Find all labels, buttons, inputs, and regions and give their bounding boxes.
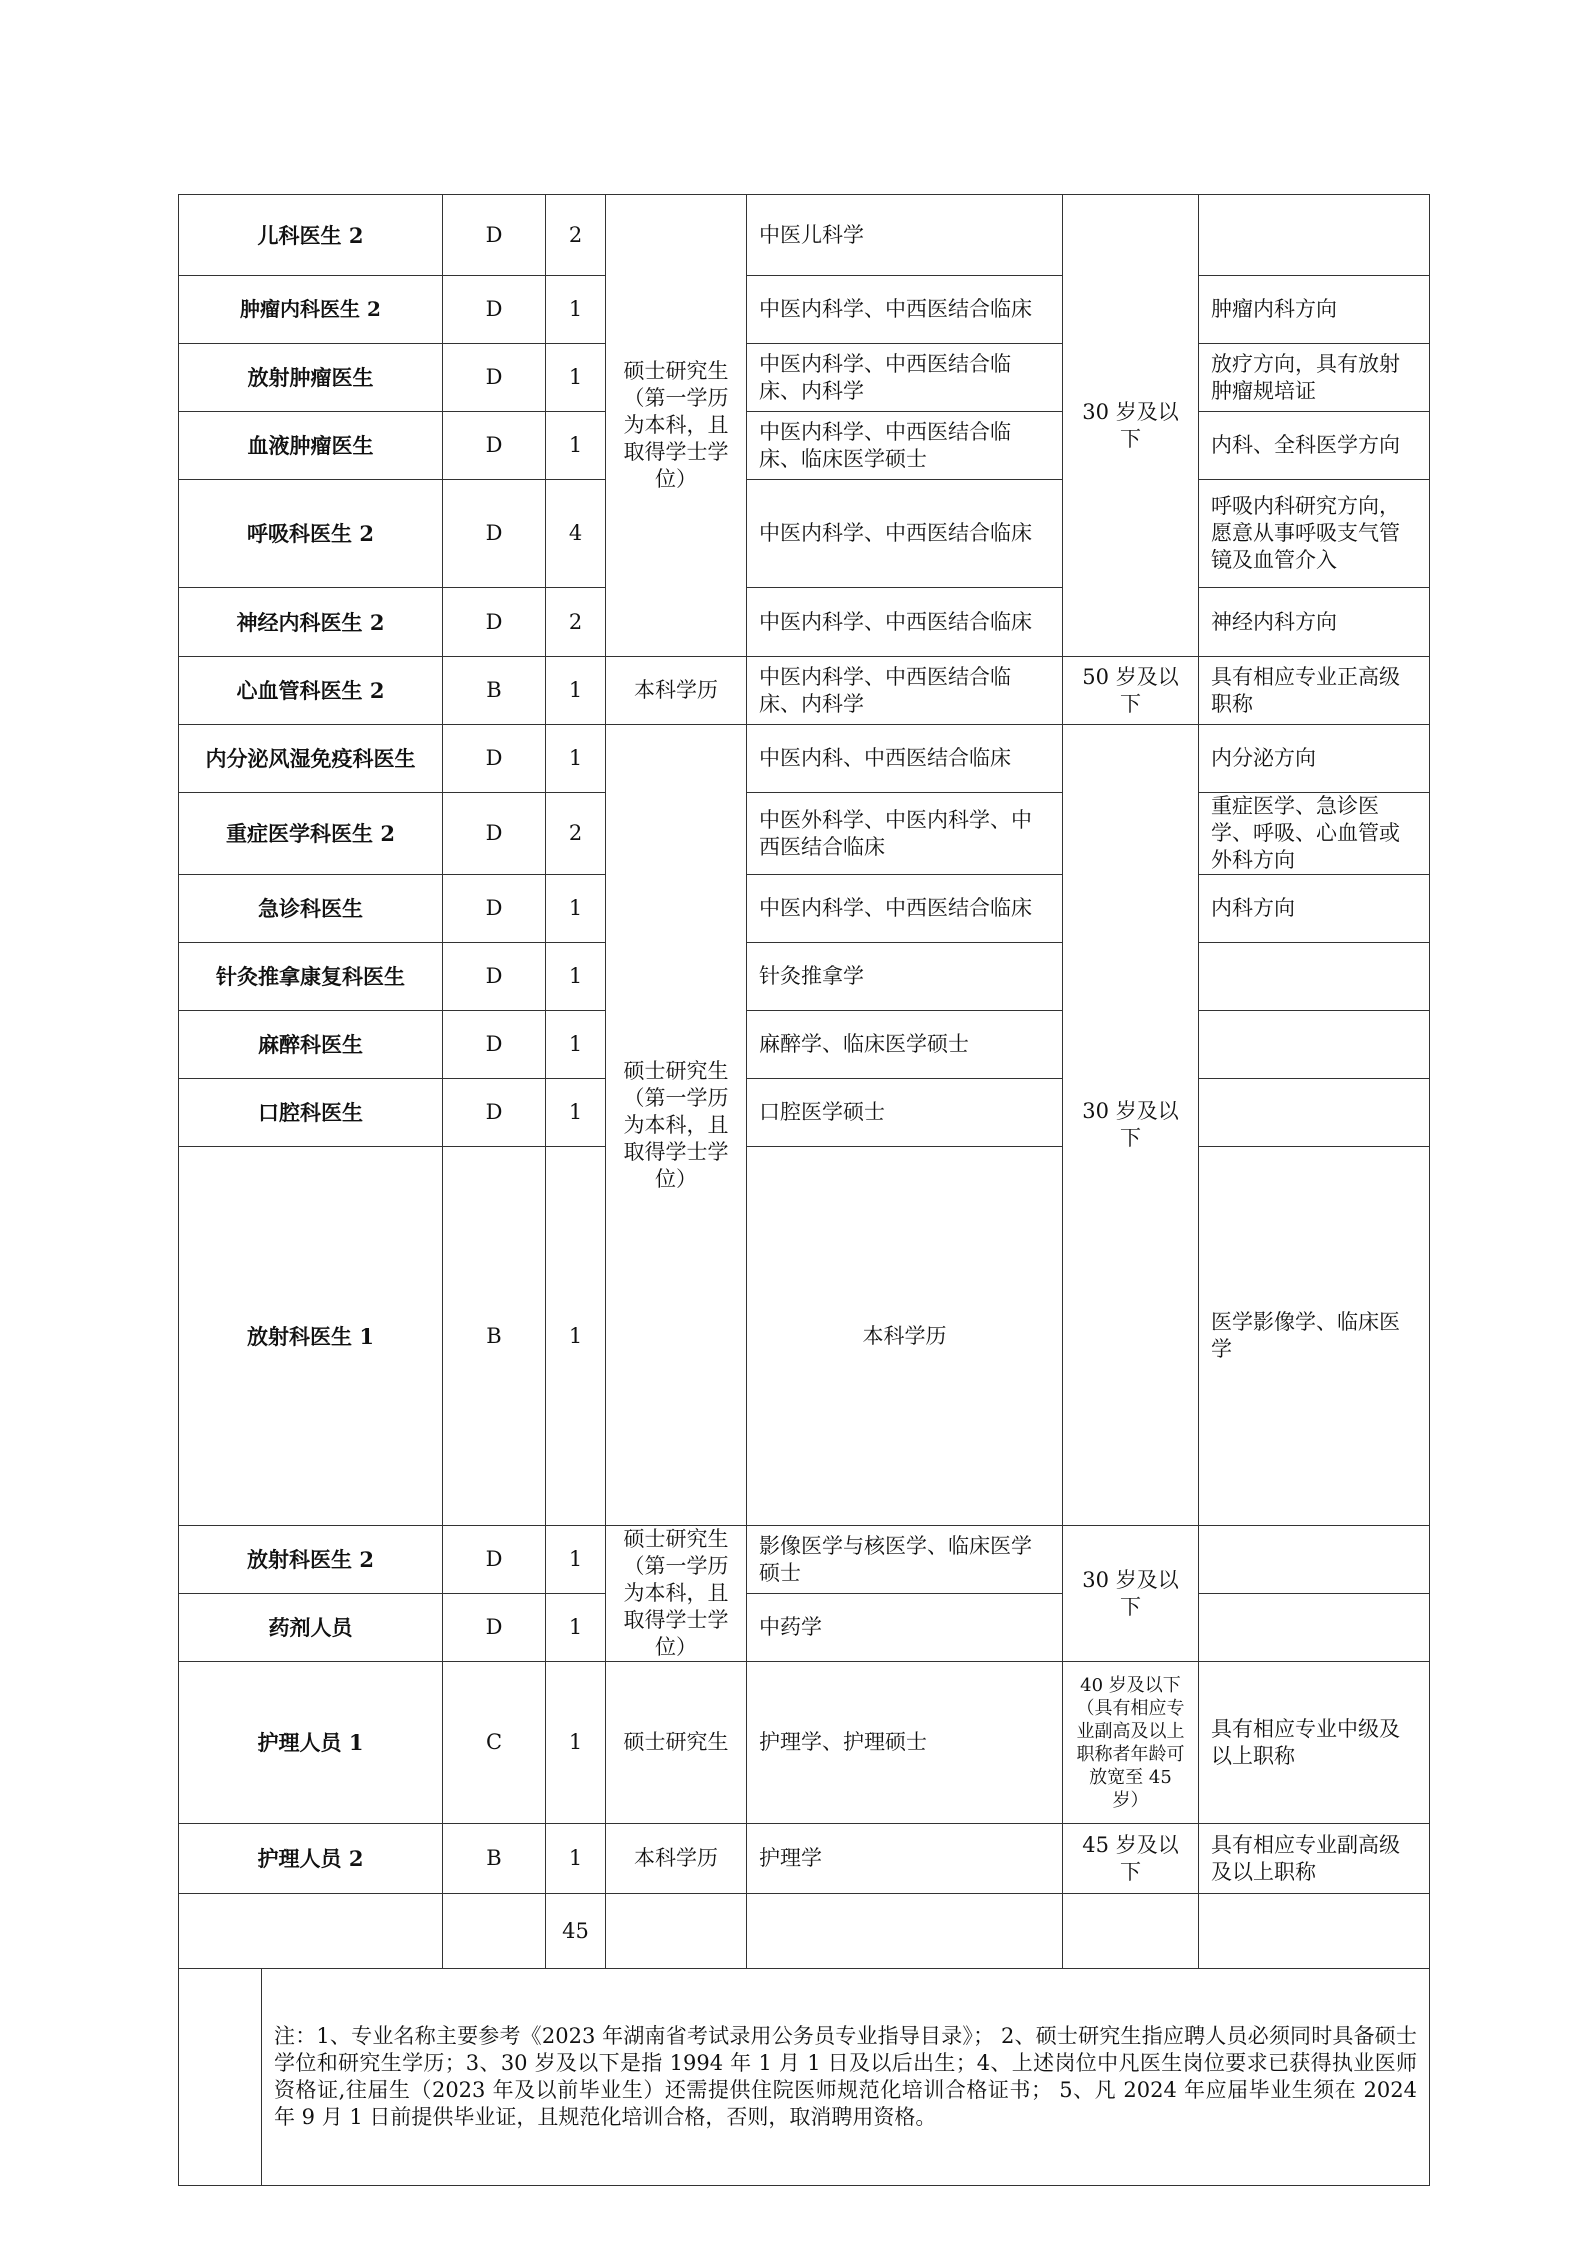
post-name: 呼吸科医生 2 bbox=[179, 480, 443, 588]
table-row bbox=[179, 1079, 1430, 1147]
table-row bbox=[179, 875, 1430, 943]
post-category: D bbox=[443, 725, 546, 793]
major-requirement: 中医内科学、中西医结合临床 bbox=[747, 480, 1063, 588]
major-requirement: 中医儿科学 bbox=[747, 195, 1063, 276]
table-row bbox=[179, 793, 1430, 875]
total-other-cell bbox=[1199, 1894, 1430, 1969]
table-row bbox=[179, 1594, 1430, 1662]
headcount: 1 bbox=[546, 412, 606, 480]
major-requirement: 中医内科学、中西医结合临床、临床医学硕士 bbox=[747, 412, 1063, 480]
other-requirement bbox=[1199, 1526, 1430, 1594]
age-requirement: 45 岁及以下 bbox=[1063, 1824, 1199, 1894]
table-row bbox=[179, 412, 1430, 480]
other-requirement: 神经内科方向 bbox=[1199, 588, 1430, 657]
headcount: 1 bbox=[546, 1011, 606, 1079]
post-category: D bbox=[443, 875, 546, 943]
major-requirement: 护理学 bbox=[747, 1824, 1063, 1894]
post-category: D bbox=[443, 1079, 546, 1147]
post-category: B bbox=[443, 1824, 546, 1894]
education-requirement: 硕士研究生（第一学历为本科，且取得学士学位） bbox=[606, 725, 747, 1526]
other-requirement: 具有相应专业副高级及以上职称 bbox=[1199, 1824, 1430, 1894]
major-requirement: 中医内科学、中西医结合临床 bbox=[747, 588, 1063, 657]
major-requirement: 中医内科、中西医结合临床 bbox=[747, 725, 1063, 793]
headcount: 2 bbox=[546, 195, 606, 276]
age-requirement: 40 岁及以下（具有相应专业副高及以上职称者年龄可放宽至 45 岁） bbox=[1063, 1662, 1199, 1824]
other-requirement: 呼吸内科研究方向，愿意从事呼吸支气管镜及血管介入 bbox=[1199, 480, 1430, 588]
post-name: 护理人员 1 bbox=[179, 1662, 443, 1824]
major-requirement: 影像医学与核医学、临床医学硕士 bbox=[747, 1526, 1063, 1594]
post-name: 神经内科医生 2 bbox=[179, 588, 443, 657]
major-requirement: 中医内科学、中西医结合临床 bbox=[747, 875, 1063, 943]
headcount: 1 bbox=[546, 875, 606, 943]
major-requirement: 中医内科学、中西医结合临床、内科学 bbox=[747, 344, 1063, 412]
post-name: 内分泌风湿免疫科医生 bbox=[179, 725, 443, 793]
table-row bbox=[179, 1011, 1430, 1079]
table-row bbox=[179, 195, 1430, 276]
major-requirement: 中医外科学、中医内科学、中西医结合临床 bbox=[747, 793, 1063, 875]
other-requirement: 肿瘤内科方向 bbox=[1199, 276, 1430, 344]
total-headcount: 45 bbox=[546, 1894, 606, 1969]
headcount: 2 bbox=[546, 588, 606, 657]
major-requirement: 医学影像学、临床医学 bbox=[1199, 1147, 1430, 1526]
headcount: 1 bbox=[546, 1526, 606, 1594]
other-requirement bbox=[1199, 943, 1430, 1011]
table-row bbox=[179, 588, 1430, 657]
headcount: 1 bbox=[546, 1662, 606, 1824]
post-category: D bbox=[443, 1011, 546, 1079]
post-category: D bbox=[443, 588, 546, 657]
other-requirement bbox=[1199, 195, 1430, 276]
table-row bbox=[179, 276, 1430, 344]
headcount: 1 bbox=[546, 1079, 606, 1147]
table-row bbox=[179, 344, 1430, 412]
table-row bbox=[179, 480, 1430, 588]
post-name: 放射科医生 2 bbox=[179, 1526, 443, 1594]
table-row bbox=[179, 943, 1430, 1011]
recruitment-table bbox=[178, 194, 1430, 2186]
headcount: 4 bbox=[546, 480, 606, 588]
post-name: 口腔科医生 bbox=[179, 1079, 443, 1147]
total-age-cell bbox=[1063, 1894, 1199, 1969]
post-name: 针灸推拿康复科医生 bbox=[179, 943, 443, 1011]
major-requirement: 中医内科学、中西医结合临床、内科学 bbox=[747, 657, 1063, 725]
headcount: 1 bbox=[546, 1147, 606, 1526]
headcount: 1 bbox=[546, 943, 606, 1011]
table-row bbox=[179, 657, 1430, 725]
other-requirement: 具有相应专业正高级职称 bbox=[1199, 657, 1430, 725]
major-requirement: 护理学、护理硕士 bbox=[747, 1662, 1063, 1824]
post-category: D bbox=[443, 1526, 546, 1594]
other-requirement bbox=[1199, 1011, 1430, 1079]
total-major-cell bbox=[747, 1894, 1063, 1969]
total-education-cell bbox=[606, 1894, 747, 1969]
post-name: 放射科医生 1 bbox=[179, 1147, 443, 1526]
post-name: 重症医学科医生 2 bbox=[179, 793, 443, 875]
post-name: 血液肿瘤医生 bbox=[179, 412, 443, 480]
other-requirement: 重症医学、急诊医学、呼吸、心血管或外科方向 bbox=[1199, 793, 1430, 875]
post-category: B bbox=[443, 1147, 546, 1526]
major-requirement: 针灸推拿学 bbox=[747, 943, 1063, 1011]
headcount: 1 bbox=[546, 276, 606, 344]
note-row bbox=[179, 1969, 1430, 2186]
age-requirement: 30 岁及以下 bbox=[1063, 195, 1199, 657]
post-name: 麻醉科医生 bbox=[179, 1011, 443, 1079]
other-requirement: 内科方向 bbox=[1199, 875, 1430, 943]
post-name: 放射肿瘤医生 bbox=[179, 344, 443, 412]
post-name: 儿科医生 2 bbox=[179, 195, 443, 276]
major-requirement: 口腔医学硕士 bbox=[747, 1079, 1063, 1147]
total-row bbox=[179, 1894, 1430, 1969]
other-requirement bbox=[1199, 1079, 1430, 1147]
post-name: 药剂人员 bbox=[179, 1594, 443, 1662]
note-margin-cell bbox=[179, 1969, 262, 2186]
post-category: D bbox=[443, 480, 546, 588]
headcount: 2 bbox=[546, 793, 606, 875]
headcount: 1 bbox=[546, 1594, 606, 1662]
other-requirement: 内科、全科医学方向 bbox=[1199, 412, 1430, 480]
post-category: D bbox=[443, 1594, 546, 1662]
major-requirement: 中医内科学、中西医结合临床 bbox=[747, 276, 1063, 344]
education-requirement: 硕士研究生（第一学历为本科，且取得学士学位） bbox=[606, 1526, 747, 1662]
table-row bbox=[179, 725, 1430, 793]
table-row bbox=[179, 1662, 1430, 1824]
education-requirement: 本科学历 bbox=[606, 1824, 747, 1894]
headcount: 1 bbox=[546, 1824, 606, 1894]
total-category-cell bbox=[443, 1894, 546, 1969]
table-row bbox=[179, 1526, 1430, 1594]
education-requirement: 本科学历 bbox=[606, 657, 747, 725]
post-name: 护理人员 2 bbox=[179, 1824, 443, 1894]
other-requirement bbox=[1199, 1594, 1430, 1662]
post-name: 肿瘤内科医生 2 bbox=[179, 276, 443, 344]
major-requirement: 中药学 bbox=[747, 1594, 1063, 1662]
post-category: D bbox=[443, 344, 546, 412]
post-category: D bbox=[443, 412, 546, 480]
headcount: 1 bbox=[546, 725, 606, 793]
headcount: 1 bbox=[546, 657, 606, 725]
other-requirement: 放疗方向，具有放射肿瘤规培证 bbox=[1199, 344, 1430, 412]
age-requirement: 50 岁及以下 bbox=[1063, 657, 1199, 725]
post-name: 急诊科医生 bbox=[179, 875, 443, 943]
post-category: D bbox=[443, 276, 546, 344]
table-row bbox=[179, 1824, 1430, 1894]
post-category: B bbox=[443, 657, 546, 725]
post-category: D bbox=[443, 195, 546, 276]
major-requirement: 麻醉学、临床医学硕士 bbox=[747, 1011, 1063, 1079]
headcount: 1 bbox=[546, 344, 606, 412]
post-name: 心血管科医生 2 bbox=[179, 657, 443, 725]
total-label-cell bbox=[179, 1894, 443, 1969]
post-category: C bbox=[443, 1662, 546, 1824]
other-requirement: 内分泌方向 bbox=[1199, 725, 1430, 793]
post-category: D bbox=[443, 793, 546, 875]
post-category: D bbox=[443, 943, 546, 1011]
education-requirement: 本科学历 bbox=[747, 1147, 1063, 1526]
table-row bbox=[179, 1147, 1430, 1526]
education-requirement: 硕士研究生 bbox=[606, 1662, 747, 1824]
age-requirement: 30 岁及以下 bbox=[1063, 1526, 1199, 1662]
footnote: 注：1、专业名称主要参考《2023 年湖南省考试录用公务员专业指导目录》； 2、硕士研究生指应聘人员必须同时具备硕士学位和研究生学历；3、30 岁及以下是指 1994 年 1 月 1 日及以后出生；4、上述岗位中凡医生岗位要求已获得执业医师资格证,往届生（2023 年及以前毕业生）还需提供住院医师规范化培训合格证书； 5、凡 2024 年应届毕业生须在 2024 年 9 月 1 日前提供毕业证，且规范化培训合格，否则，取消聘用资格。 bbox=[262, 1969, 1430, 2186]
education-requirement: 硕士研究生（第一学历为本科，且取得学士学位） bbox=[606, 195, 747, 657]
other-requirement: 具有相应专业中级及以上职称 bbox=[1199, 1662, 1430, 1824]
age-requirement: 30 岁及以下 bbox=[1063, 725, 1199, 1526]
